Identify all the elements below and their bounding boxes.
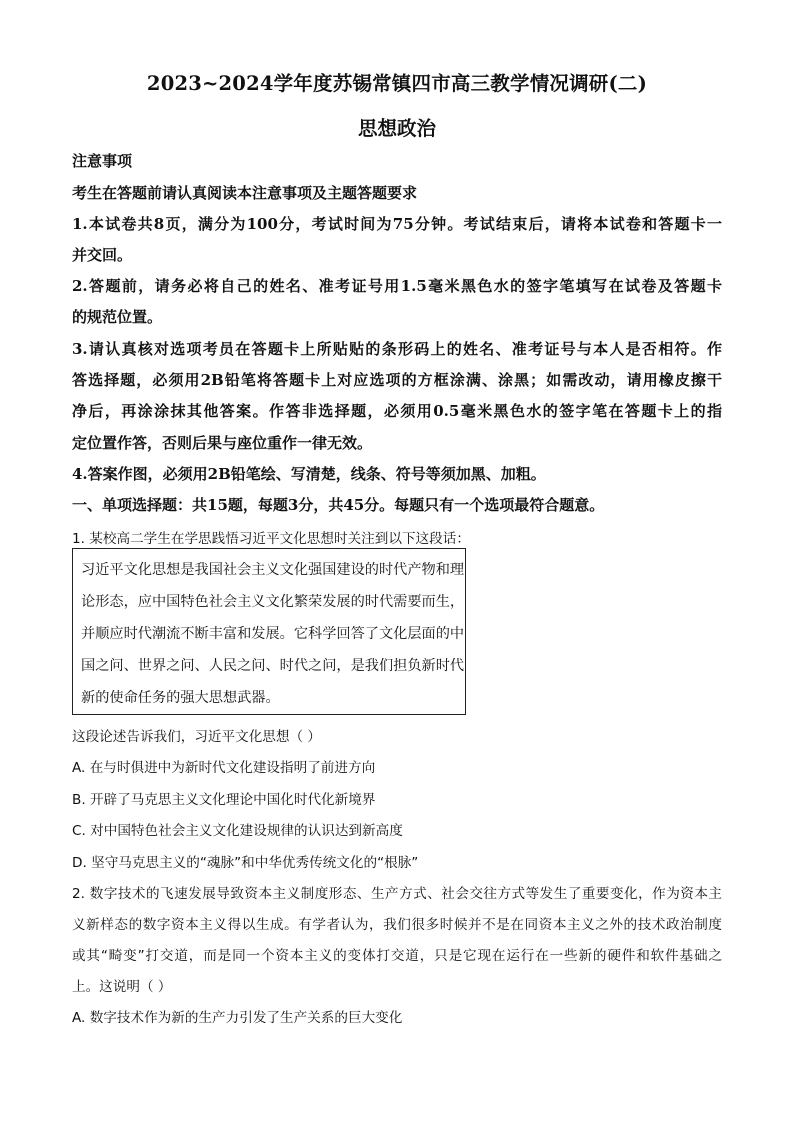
notice-line: 答选择题，必须用2B铅笔将答题卡上对应选项的方框涂满、涂黑；如需改动，请用橡皮擦干 bbox=[72, 371, 722, 389]
notice-line: 净后，再涂涂抹其他答案。作答非选择题，必须用0.5毫米黑色水的签字笔在答题卡上的指 bbox=[72, 402, 722, 420]
question-2-stem-line: 义新样态的数字资本主义得以生成。有学者认为，我们很多时候并不是在同资本主义之外的技术政治制度 bbox=[72, 917, 722, 933]
notice-intro: 考生在答题前请认真阅读本注意事项及主题答题要求 bbox=[72, 184, 418, 202]
notice-line: 1.本试卷共8页，满分为100分，考试时间为75分钟。考试结束后，请将本试卷和答题卡一 bbox=[72, 215, 722, 233]
notice-line: 2.答题前，请务必将自己的姓名、准考证号用1.5毫米黑色水的签字笔填写在试卷及答题卡 bbox=[72, 277, 722, 295]
notice-line: 并交回。 bbox=[72, 246, 133, 264]
question-1-prompt: 这段论述告诉我们，习近平文化思想（ ） bbox=[72, 729, 322, 745]
notice-heading: 注意事项 bbox=[72, 152, 133, 170]
notice-line: 3.请认真核对选项考员在答题卡上所贴贴的条形码上的姓名、准考证号与本人是否相符。作 bbox=[72, 340, 722, 358]
quote-line: 习近平文化思想是我国社会主义文化强国建设的时代产物和理 bbox=[81, 562, 465, 578]
question-1-option-b: B. 开辟了马克思主义文化理论中国化时代化新境界 bbox=[72, 792, 376, 808]
question-2-option-a: A. 数字技术作为新的生产力引发了生产关系的巨大变化 bbox=[72, 1010, 403, 1026]
subject-title: 思想政治 bbox=[357, 117, 436, 140]
question-2-stem-line: 上。这说明（ ） bbox=[72, 979, 172, 995]
quote-line: 论形态，应中国特色社会主义文化繁荣发展的时代需要而生， bbox=[81, 594, 465, 610]
question-1-option-d: D. 坚守马克思主义的“魂脉”和中华优秀传统文化的“根脉” bbox=[72, 855, 419, 871]
question-1-option-a: A. 在与时俱进中为新时代文化建设指明了前进方向 bbox=[72, 760, 376, 776]
notice-line: 的规范位置。 bbox=[72, 308, 163, 326]
quote-line: 并顺应时代潮流不断丰富和发展。它科学回答了文化层面的中 bbox=[81, 626, 465, 642]
quote-line: 新的使命任务的强大思想武器。 bbox=[81, 690, 280, 706]
question-1-option-c: C. 对中国特色社会主义文化建设规律的认识达到新高度 bbox=[72, 823, 403, 839]
quote-box bbox=[72, 548, 466, 715]
quote-line: 国之问、世界之问、人民之问、时代之问，是我们担负新时代 bbox=[81, 658, 465, 674]
section-heading: 一、单项选择题：共15题，每题3分，共45分。每题只有一个选项最符合题意。 bbox=[72, 496, 605, 514]
question-1-stem: 1. 某校高二学生在学思践悟习近平文化思想时关注到以下这段话： bbox=[72, 531, 470, 547]
notice-line: 定位置作答，否则后果与座位重作一律无效。 bbox=[72, 434, 373, 452]
question-2-stem-line: 2. 数字技术的飞速发展导致资本主义制度形态、生产方式、社会交往方式等发生了重要变化，作为资本主 bbox=[72, 886, 722, 902]
question-2-stem-line: 或其“畸变”打交道，而是同一个资本主义的变体打交道，只是它现在运行在一些新的硬件和软件基础之 bbox=[72, 948, 722, 964]
notice-line: 4.答案作图，必须用2B铅笔绘、写清楚，线条、符号等须加黑、加粗。 bbox=[72, 465, 546, 483]
exam-title: 2023~2024学年度苏锡常镇四市高三教学情况调研(二) bbox=[146, 72, 648, 95]
